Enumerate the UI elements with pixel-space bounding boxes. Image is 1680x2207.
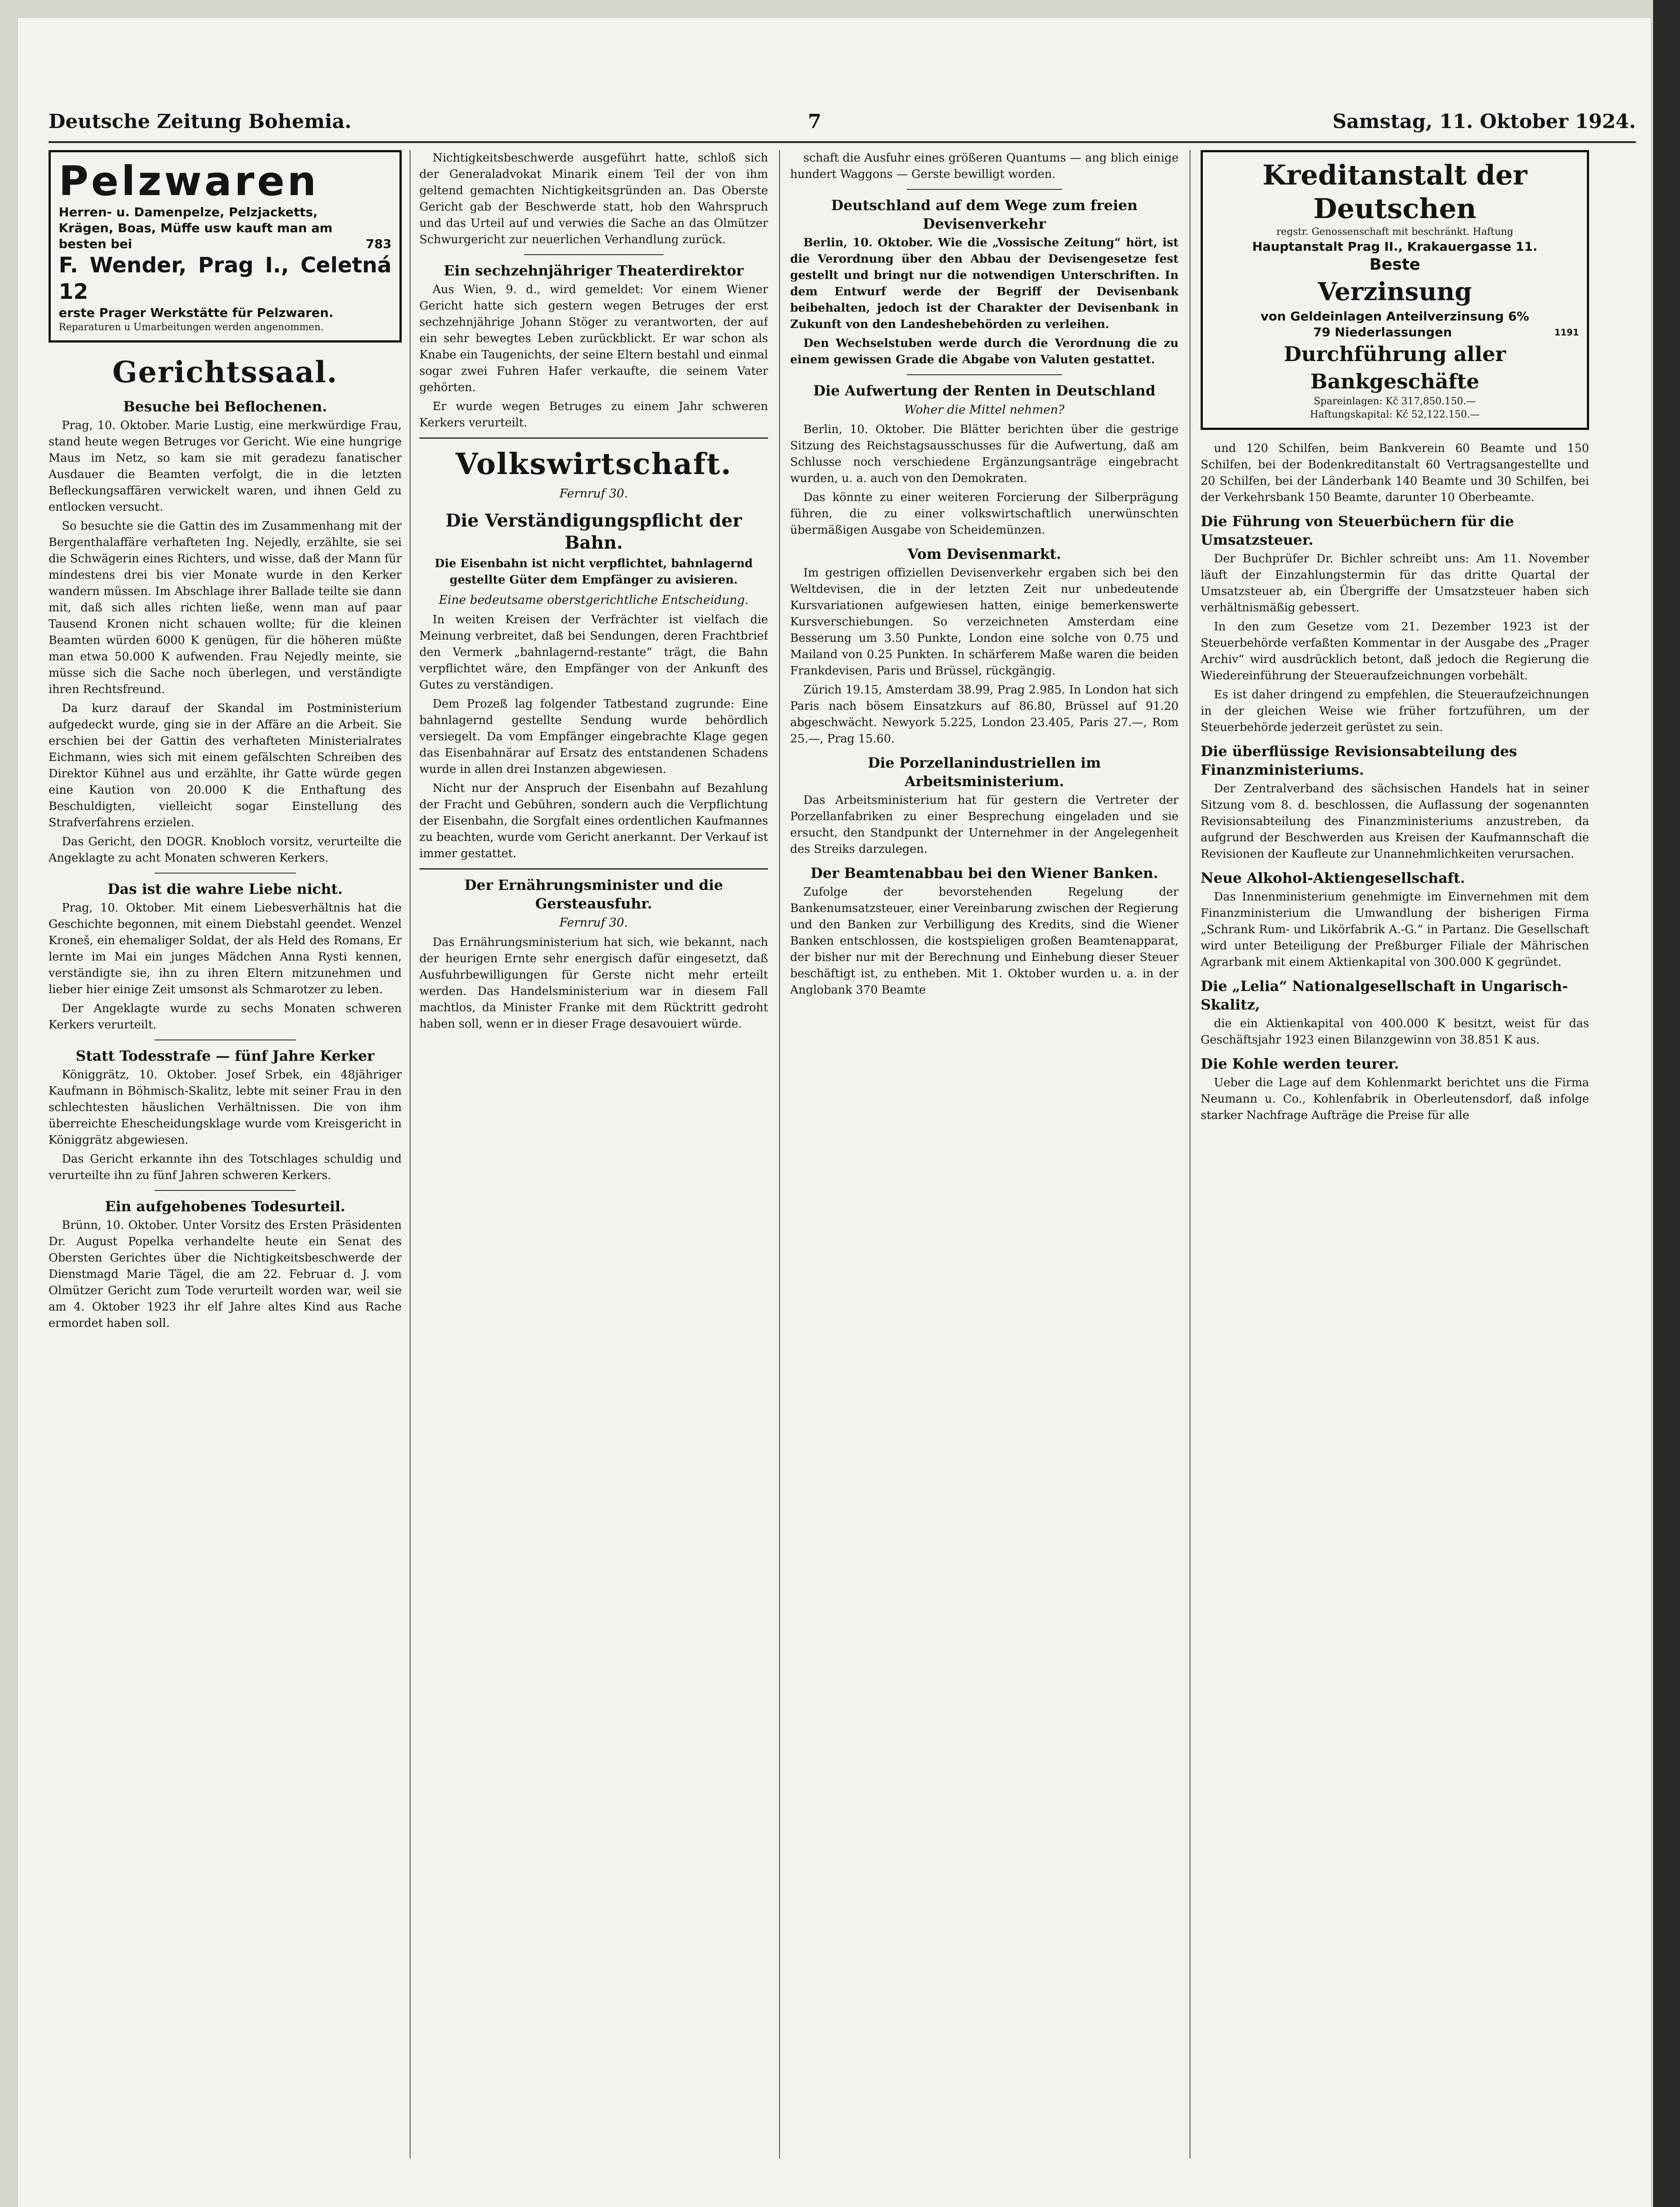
article-paragraph: Den Wechselstuben werde durch die Verordnung die zu einem gewissen Grade die Abgabe von Valuten gestattet.: [790, 337, 1179, 366]
running-head: [49, 110, 1636, 143]
article-title: Der Beamtenabbau bei den Wiener Banken.: [810, 865, 1158, 881]
article-paragraph: Da kurz darauf der Skandal im Postministerium aufgedeckt wurde, ging sie in der Affäre an die Arbeit. Sie erschien bei der Gattin des verhafteten Ministerialrates Eichmann, wies sich mit einem gefälschten Schreiben des Direktor Kühnel aus und erzählte, ihr Gatte würde gegen eine Kaution von 20.000 K die Enthaftung des Beschuldigten, vielleicht sogar Einstellung des Strafverfahrens erzielen.: [49, 702, 402, 829]
page-number: 7: [808, 110, 821, 133]
article-paragraph: Das Innenministerium genehmigte im Einvernehmen mit dem Finanzministerium die Umwandlung der bisherigen Firma „Schrank Rum- und Likörfabrik A.-G.“ in Partanz. Die Gesellschaft wird unter Beteiligung der Preßburger Filiale der Mährischen Agrarbank mit einem Aktienkapital von 300.000 K gegründet.: [1201, 890, 1589, 969]
ad-text: von Geldeinlagen Anteilverzinsung 6%: [1260, 309, 1529, 324]
article-paragraph: Nicht nur der Anspruch der Eisenbahn auf Bezahlung der Fracht und Gebühren, sondern auch die Verpflichtung der Eisenbahn, die Sorgfalt eines ordentlichen Kaufmannes zu beachten, wurde vom Gericht anerkannt. Der Verkauf ist immer gestattet.: [419, 782, 768, 860]
fernruf-note: Fernruf 30.: [559, 916, 628, 930]
ad-text: Krägen, Boas, Müffe usw kauft man am: [59, 221, 333, 235]
ad-number: 1191: [1554, 327, 1579, 338]
divider: [419, 868, 768, 870]
article-paragraph: Brünn, 10. Oktober. Unter Vorsitz des Ersten Präsidenten Dr. August Popelka verhandelte heute ein Senat des Obersten Gerichtes über die Nichtigkeitsbeschwerde der Dienstmagd Marie Tägel, die am 22. Februar d. J. vom Olmützer Gericht zum Tode verurteilt worden war, weil sie am 4. Oktober 1923 ihr elf Jahre altes Kind aus Rache ermordet haben soll.: [49, 1219, 402, 1330]
ad-text: besten bei 783: [59, 237, 392, 251]
article-paragraph: Es ist daher dringend zu empfehlen, die Steueraufzeichnungen in der gleichen Weise wie früher fortzuführen, um der Steuerbehörde jederzeit gerüstet zu sein.: [1201, 688, 1589, 734]
article-title: Deutschland auf dem Wege zum freien Devisenverkehr: [831, 197, 1138, 232]
article-title: Die Kohle werden teurer.: [1201, 1055, 1399, 1072]
article-title: Vom Devisenmarkt.: [907, 546, 1062, 562]
article-paragraph: Zürich 19.15, Amsterdam 38.99, Prag 2.985. In London hat sich Paris nach bösem Einsatzkurs auf 86.80, Brüssel auf 91.20 abgeschwächt. Newyork 5.225, London 23.405, Paris 27.—, Rom 25.—, Prag 15.60.: [790, 683, 1179, 746]
ad-text: Reparaturen u Umarbeitungen werden angenommen.: [59, 322, 324, 333]
article-paragraph: Der Angeklagte wurde zu sechs Monaten schweren Kerkers verurteilt.: [49, 1002, 402, 1032]
divider: [154, 873, 296, 874]
article-paragraph: Im gestrigen offiziellen Devisenverkehr ergaben sich bei den Weltdevisen, die in der letzten Zeit nur unbedeutende Kursvariationen aufgewiesen hatten, einige bemerkenswerte Kursverschiebungen. So verzeichneten Amsterdam eine Besserung um 3.50 Punkte, London eine solche von 0.75 und Mailand von 0.25 Punkten. In schärferem Maße waren die beiden Frankdevisen, Paris und Brüssel, rückgängig.: [790, 566, 1179, 678]
article-paragraph: Berlin, 10. Oktober. Wie die „Vossische Zeitung“ hört, ist die Verordnung über den Abbau der Devisengesetze fest gestellt und bringt nur die notwendigen Unterschriften. In dem Entwurf werde der Begriff der Devisenbank beibehalten, jedoch ist der Charakter der Devisenbank in Zukunft von den Landeshebehörden zu verleihen.: [790, 236, 1179, 331]
divider: [419, 437, 768, 439]
section-title-volkswirtschaft: Volkswirtschaft.: [455, 447, 732, 481]
ad-text: Verzinsung: [1318, 277, 1472, 306]
article-title: Die Aufwertung der Renten in Deutschland: [813, 382, 1156, 399]
article-paragraph: Ueber die Lage auf dem Kohlenmarkt berichtet uns die Firma Neumann u. Co., Kohlenfabrik in Oberleutensdorf, daß infolge starker Nachfrage Aufträge die Preise für alle: [1201, 1076, 1589, 1122]
article-paragraph: Berlin, 10. Oktober. Die Blätter berichten über die gestrige Sitzung des Reichstagsausschusses für die Aufwertung, daß am Schlusse noch verschiedene Ergänzungsanträge eingebracht wurden, u. a. auch von den Demokraten.: [790, 423, 1179, 485]
ad-number: 783: [365, 237, 392, 251]
ad-title: Pelzwaren: [59, 158, 319, 205]
ad-firm: F. Wender, Prag I., Celetná 12: [59, 253, 392, 304]
advertisement-kreditanstalt: [1201, 150, 1589, 430]
article-subtitle: Eine bedeutsame oberstgerichtliche Entscheidung.: [439, 593, 749, 607]
article-title: Die Führung von Steuerbüchern für die Umsatzsteuer.: [1201, 513, 1514, 548]
ad-text: Haftungskapital: Kč 52,122.150.—: [1310, 409, 1480, 420]
article-paragraph: und 120 Schilfen, beim Bankverein 60 Beamte und 150 Schilfen, bei der Bodenkreditanstalt 60 Vertragsangestellte und 20 Schilfen, bei der Länderbank 140 Beamte und 30 Schilfen, bei der Verkehrsbank 150 Beamte, darunter 10 Oberbeamte.: [1201, 442, 1589, 504]
ad-text: Hauptanstalt Prag II., Krakauergasse 11.: [1252, 239, 1538, 254]
article-paragraph: Zufolge der bevorstehenden Regelung der Bankenumsatzsteuer, einer Vereinbarung zwischen der Regierung und den Banken zur Verbilligung des Kredits, sind die Wiener Banken entschlossen, die kostspieligen großen Beamtenapparat, der bisher nur mit der Berechnung und Einhebung dieser Steuer beschäftigt ist, zu entheben. Mit 1. Oktober wurden u. a. in der Anglobank 370 Beamte: [790, 885, 1179, 997]
article-subtitle: Woher die Mittel nehmen?: [904, 403, 1065, 417]
article-paragraph: Nichtigkeitsbeschwerde ausgeführt hatte, schloß sich der Generaladvokat Minarik einem Teil der von ihm geltend gemachten Nichtigkeitsgründen an. Das Oberste Gericht gab der Beschwerde statt, hob den Wahrspruch und das Urteil auf und verwies die Sache an das Olmützer Schwurgericht zur neuerlichen Verhandlung zurück.: [419, 151, 768, 246]
article-paragraph: Das Gericht, den DOGR. Knobloch vorsitz, verurteilte die Angeklagte zu acht Monaten schweren Kerkers.: [49, 835, 402, 865]
advertisement-pelzwaren: [49, 150, 402, 343]
column-rule: [779, 150, 780, 2158]
article-paragraph: In den zum Gesetze vom 21. Dezember 1923 ist der Steuerbehörde verfaßten Kommentar in der Ausgabe des „Prager Archiv“ wird ausdrücklich betont, daß jedoch die Regierung die Wiedereinführung der Steueraufzeichnungen vorbehält.: [1201, 620, 1589, 682]
divider: [524, 254, 663, 255]
ad-text: Spareinlagen: Kč 317,850.150.—: [1314, 396, 1476, 407]
article-title: Ein sechzehnjähriger Theaterdirektor: [444, 262, 744, 279]
article-deck: Die Eisenbahn ist nicht verpflichtet, bahnlagernd gestellte Güter dem Empfänger zu avisieren.: [434, 557, 753, 587]
article-paragraph: Er wurde wegen Betruges zu einem Jahr schweren Kerkers verurteilt.: [419, 400, 768, 429]
divider: [154, 1190, 296, 1191]
column-2: [419, 150, 768, 2158]
article-paragraph: Das könnte zu einer weiteren Forcierung der Silberprägung führen, die zu einer volkswirtschaftlich unerwünschten übermäßigen Ausgabe von Scheidemünzen.: [790, 491, 1179, 537]
divider: [154, 1039, 296, 1040]
article-paragraph: Der Zentralverband des sächsischen Handels hat in seiner Sitzung vom 8. d. beschlossen, die Auflassung der sogenannten Revisionsabteilung des Finanzministeriums anzustreben, da aufgrund der Beschwerden aus Kreisen der Kaufmannschaft die Revisionen der Kaufleute zur Unannehmlichkeiten verursachen.: [1201, 782, 1589, 861]
column-3: [790, 150, 1179, 2158]
ad-title: Kreditanstalt der Deutschen: [1262, 159, 1527, 225]
ad-text: Beste: [1369, 256, 1420, 274]
article-title: Die Verständigungspflicht der Bahn.: [445, 510, 742, 553]
article-title: Ein aufgehobenes Todesurteil.: [105, 1198, 346, 1215]
article-paragraph: Das Arbeitsministerium hat für gestern die Vertreter der Porzellanfabriken zu einer Besprechung eingeladen und sie ersucht, den Standpunkt der Unternehmer in der Angelegenheit des Streiks darzulegen.: [790, 794, 1179, 856]
article-paragraph: So besuchte sie die Gattin des im Zusammenhang mit der Bergenthalaffäre verhafteten Ing. Nejedly, erzählte, sie sei die Schwägerin eines Richters, und wisse, daß der Mann für mindestens drei bis vier Monate wurde in den Kerker wandern müssen. Im Abschlage ihrer Ballade teilte sie dann mit, daß sich alles richten ließe, wenn man auf paar Tausend Kronen nicht schauen wollte; für die kleinen Beamten würden 6000 K genügen, für die höheren müßte man etwa 50.000 K aufwenden. Frau Nejedly meinte, sie müsse sich die Sache noch überlegen, und verständigte ihren Rechtsfreund.: [49, 520, 402, 696]
article-paragraph: In weiten Kreisen der Verfrächter ist vielfach die Meinung verbreitet, daß bei Sendungen, deren Frachtbrief den Vermerk „bahnlagernd-restante“ trägt, die Bahn verpflichtet wäre, den Empfänger von der Ankunft des Gutes zu verständigen.: [419, 613, 768, 692]
article-paragraph: Aus Wien, 9. d., wird gemeldet: Vor einem Wiener Gericht hatte sich gestern wegen Betruges der erst sechzehnjährige Johann Stöger zu verantworten, der auf ein sehr bewegtes Leben zurückblickt. Er war schon als Knabe ein Taugenichts, der seine Eltern bestahl und einmal sogar zwei Fuhren Hafer verkaufte, die seinem Vater gehörten.: [419, 283, 768, 394]
article-paragraph: Prag, 10. Oktober. Marie Lustig, eine merkwürdige Frau, stand heute wegen Betruges vor Gericht. Wie eine hungrige Maus im Netz, so kam sie mit geradezu fanatischer Ausdauer die Beamten verfolgt, die in die letzten Befleckungsaffären verwickelt waren, und ihnen Geld zu entlocken versucht.: [49, 419, 402, 514]
article-paragraph: Dem Prozeß lag folgender Tatbestand zugrunde: Eine bahnlagernd gestellte Sendung wurde behördlich versiegelt. Da vom Empfänger eingebrachte Klage gegen das Eisenbahnärar auf Ersatz des entstandenen Schadens wurde in allen drei Instanzen abgewiesen.: [419, 697, 768, 776]
page-gutter-shadow: [1653, 0, 1680, 2207]
masthead-title: Deutsche Zeitung Bohemia.: [49, 110, 352, 133]
ad-text: Durchführung aller Bankgeschäfte: [1284, 342, 1506, 393]
ad-text: regstr. Genossenschaft mit beschränkt. Haftung: [1276, 226, 1514, 237]
column-rule: [410, 150, 411, 2158]
article-title: Die Porzellanindustriellen im Arbeitsministerium.: [868, 754, 1101, 790]
article-paragraph: Prag, 10. Oktober. Mit einem Liebesverhältnis hat die Geschichte begonnen, mit einem Diebstahl geendet. Wenzel Kroneš, ein ehemaliger Soldat, der als Held des Romans, Er lernte im Mai ein junges Mädchen Anna Rysti kennen, verständigte sie, ihn zu ihren Eltern mitzunehmen und lieber hier einige Zeit umsonst als Schmarotzer zu leben.: [49, 901, 402, 996]
article-paragraph: schaft die Ausfuhr eines größeren Quantums — ang blich einige hundert Waggons — Gerste bewilligt worden.: [790, 151, 1179, 181]
article-paragraph: Das Ernährungsministerium hat sich, wie bekannt, nach der heurigen Ernte sehr energisch dafür eingesetzt, daß Ausfuhrbewilligungen für Gerste nicht mehr erteilt werden. Das Handelsministerium war in diesem Fall machtlos, da Minister Franke mit dem Rücktritt gedroht haben soll, wenn er in dieser Frage desavouiert würde.: [419, 936, 768, 1031]
ad-text: 79 Niederlassungen 1191: [1313, 325, 1579, 339]
section-title-gerichtssaal: Gerichtssaal.: [112, 355, 338, 389]
article-title: Besuche bei Beflochenen.: [123, 398, 328, 415]
ad-text: erste Prager Werkstätte für Pelzwaren.: [59, 305, 334, 320]
article-paragraph: Königgrätz, 10. Oktober. Josef Srbek, ein 48jähriger Kaufmann in Böhmisch-Skalitz, lebte mit seiner Frau in den schlechtesten häuslichen Verhältnissen. Die von ihm überreichte Ehescheidungsklage wurde vom Kreisgericht in Königgrätz abgewiesen.: [49, 1068, 402, 1147]
divider: [907, 374, 1062, 375]
article-paragraph: die ein Aktienkapital von 400.000 K besitzt, weist für das Geschäftsjahr 1923 einen Bilanzgewinn von 38.851 K aus.: [1201, 1017, 1589, 1047]
article-title: Das ist die wahre Liebe nicht.: [107, 881, 343, 897]
article-paragraph: Das Gericht erkannte ihn des Totschlages schuldig und verurteilte ihn zu fünf Jahren schweren Kerkers.: [49, 1152, 402, 1182]
divider: [907, 189, 1062, 190]
column-4: [1201, 150, 1589, 2158]
column-1: [49, 150, 402, 2158]
article-title: Die „Lelia“ Nationalgesellschaft in Ungarisch-Skalitz,: [1201, 978, 1568, 1013]
ad-text: Herren- u. Damenpelze, Pelzjacketts,: [59, 205, 318, 219]
issue-date: Samstag, 11. Oktober 1924.: [1332, 110, 1636, 133]
article-paragraph: Der Buchprüfer Dr. Bichler schreibt uns: Am 11. November läuft der Einzahlungstermin für das dritte Quartal der Umsatzsteuer ab, ein Übergriffe der Umsatzsteuer haben sich verhältnismäßig gebessert.: [1201, 552, 1589, 614]
article-title: Der Ernährungsminister und die Gersteausfuhr.: [464, 877, 723, 912]
article-title: Die überflüssige Revisionsabteilung des Finanzministeriums.: [1201, 743, 1517, 778]
fernruf-note: Fernruf 30.: [559, 487, 628, 501]
article-title: Neue Alkohol-Aktiengesellschaft.: [1201, 870, 1465, 886]
article-title: Statt Todesstrafe — fünf Jahre Kerker: [75, 1047, 375, 1064]
